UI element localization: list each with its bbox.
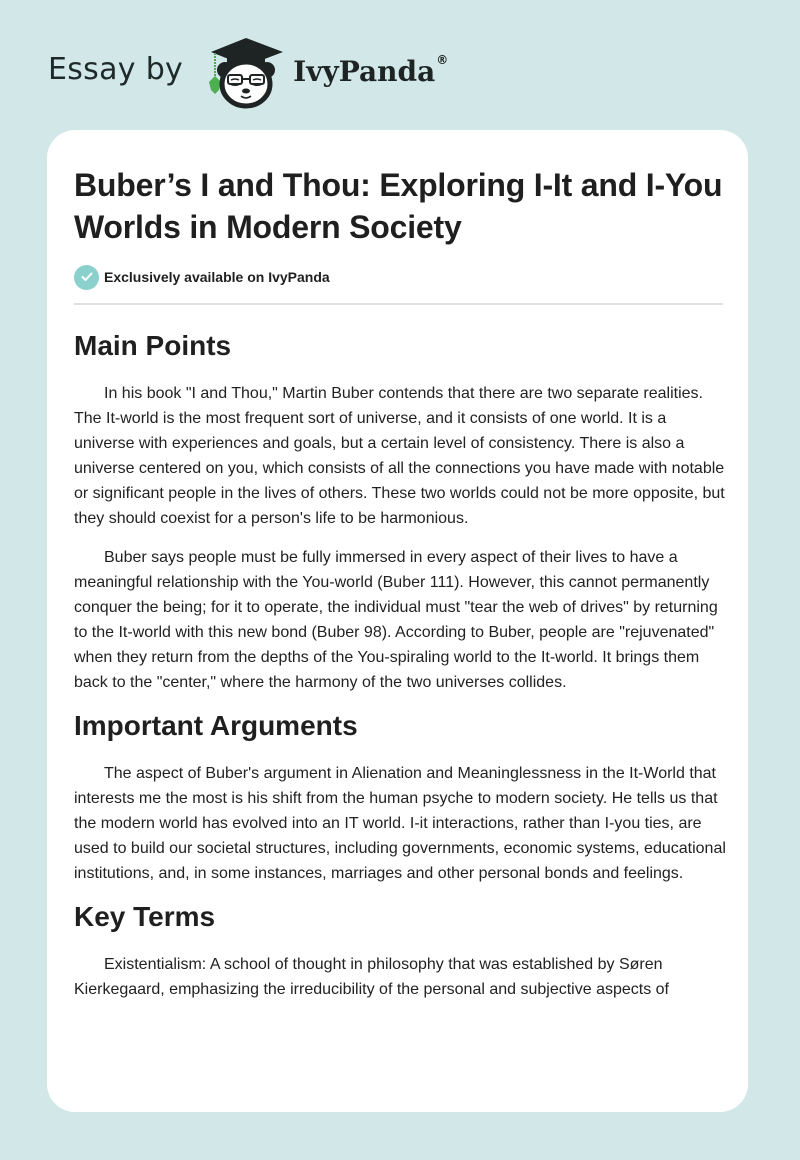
essay-card: [47, 130, 748, 1112]
registered-mark: ®: [436, 53, 449, 68]
title-divider: [74, 303, 723, 305]
graduate-panda-logo-icon[interactable]: [201, 32, 291, 112]
paragraph: Existentialism: A school of thought in philosophy that was established by Søren Kierkegaard, emphasizing the irreducibility of the personal and subjective aspects of: [74, 956, 669, 998]
exclusive-badge: [74, 263, 722, 291]
essay-title: Buber’s I and Thou: Exploring I-It and I-You Worlds in Modern Society: [74, 167, 723, 245]
essay-by-label: Essay by: [48, 51, 184, 87]
paragraph: In his book "I and Thou," Martin Buber contends that there are two separate realities. The It-world is the most frequent sort of universe, and it consists of one world. It is a universe with experiences and goals, but a certain level of consistency. There is also a universe centered on you, which consists of all the connections you have made with notable or significant people in the lives of others. These two worlds could not be more opposite, but they should coexist for a person's life to be harmonious.: [74, 385, 725, 527]
section-heading: Key Terms: [74, 901, 216, 932]
check-circle-icon: [74, 265, 99, 290]
paragraph: The aspect of Buber's argument in Alienation and Meaninglessness in the It-World that interests me the most is his shift from the human psyche to modern society. He tells us that the modern world has evolved into an IT world. I-it interactions, rather than I-you ties, are used to build our societal structures, including governments, economic systems, educational institutions, and, in some instances, marriages and other personal bonds and feelings.: [74, 765, 726, 882]
exclusive-text: Exclusively available on IvyPanda: [104, 269, 330, 285]
section-heading: Main Points: [74, 330, 232, 361]
site-header: [48, 32, 448, 112]
section-key-terms: [74, 900, 722, 1002]
section-important-arguments: [74, 709, 726, 886]
ivypanda-wordmark[interactable]: IvyPanda®: [293, 53, 449, 88]
section-main-points: [74, 329, 725, 695]
section-heading: Important Arguments: [74, 710, 358, 741]
paragraph: Buber says people must be fully immersed in every aspect of their lives to have a meaningful relationship with the You-world (Buber 111). However, this cannot permanently conquer the being; for it to operate, the individual must "tear the web of drives" by returning to the It-world with this new bond (Buber 98). According to Buber, people are "rejuvenated" when they return from the depths of the You-spiraling world to the It-world. It brings them back to the "center," where the harmony of the two universes collides.: [74, 549, 718, 691]
